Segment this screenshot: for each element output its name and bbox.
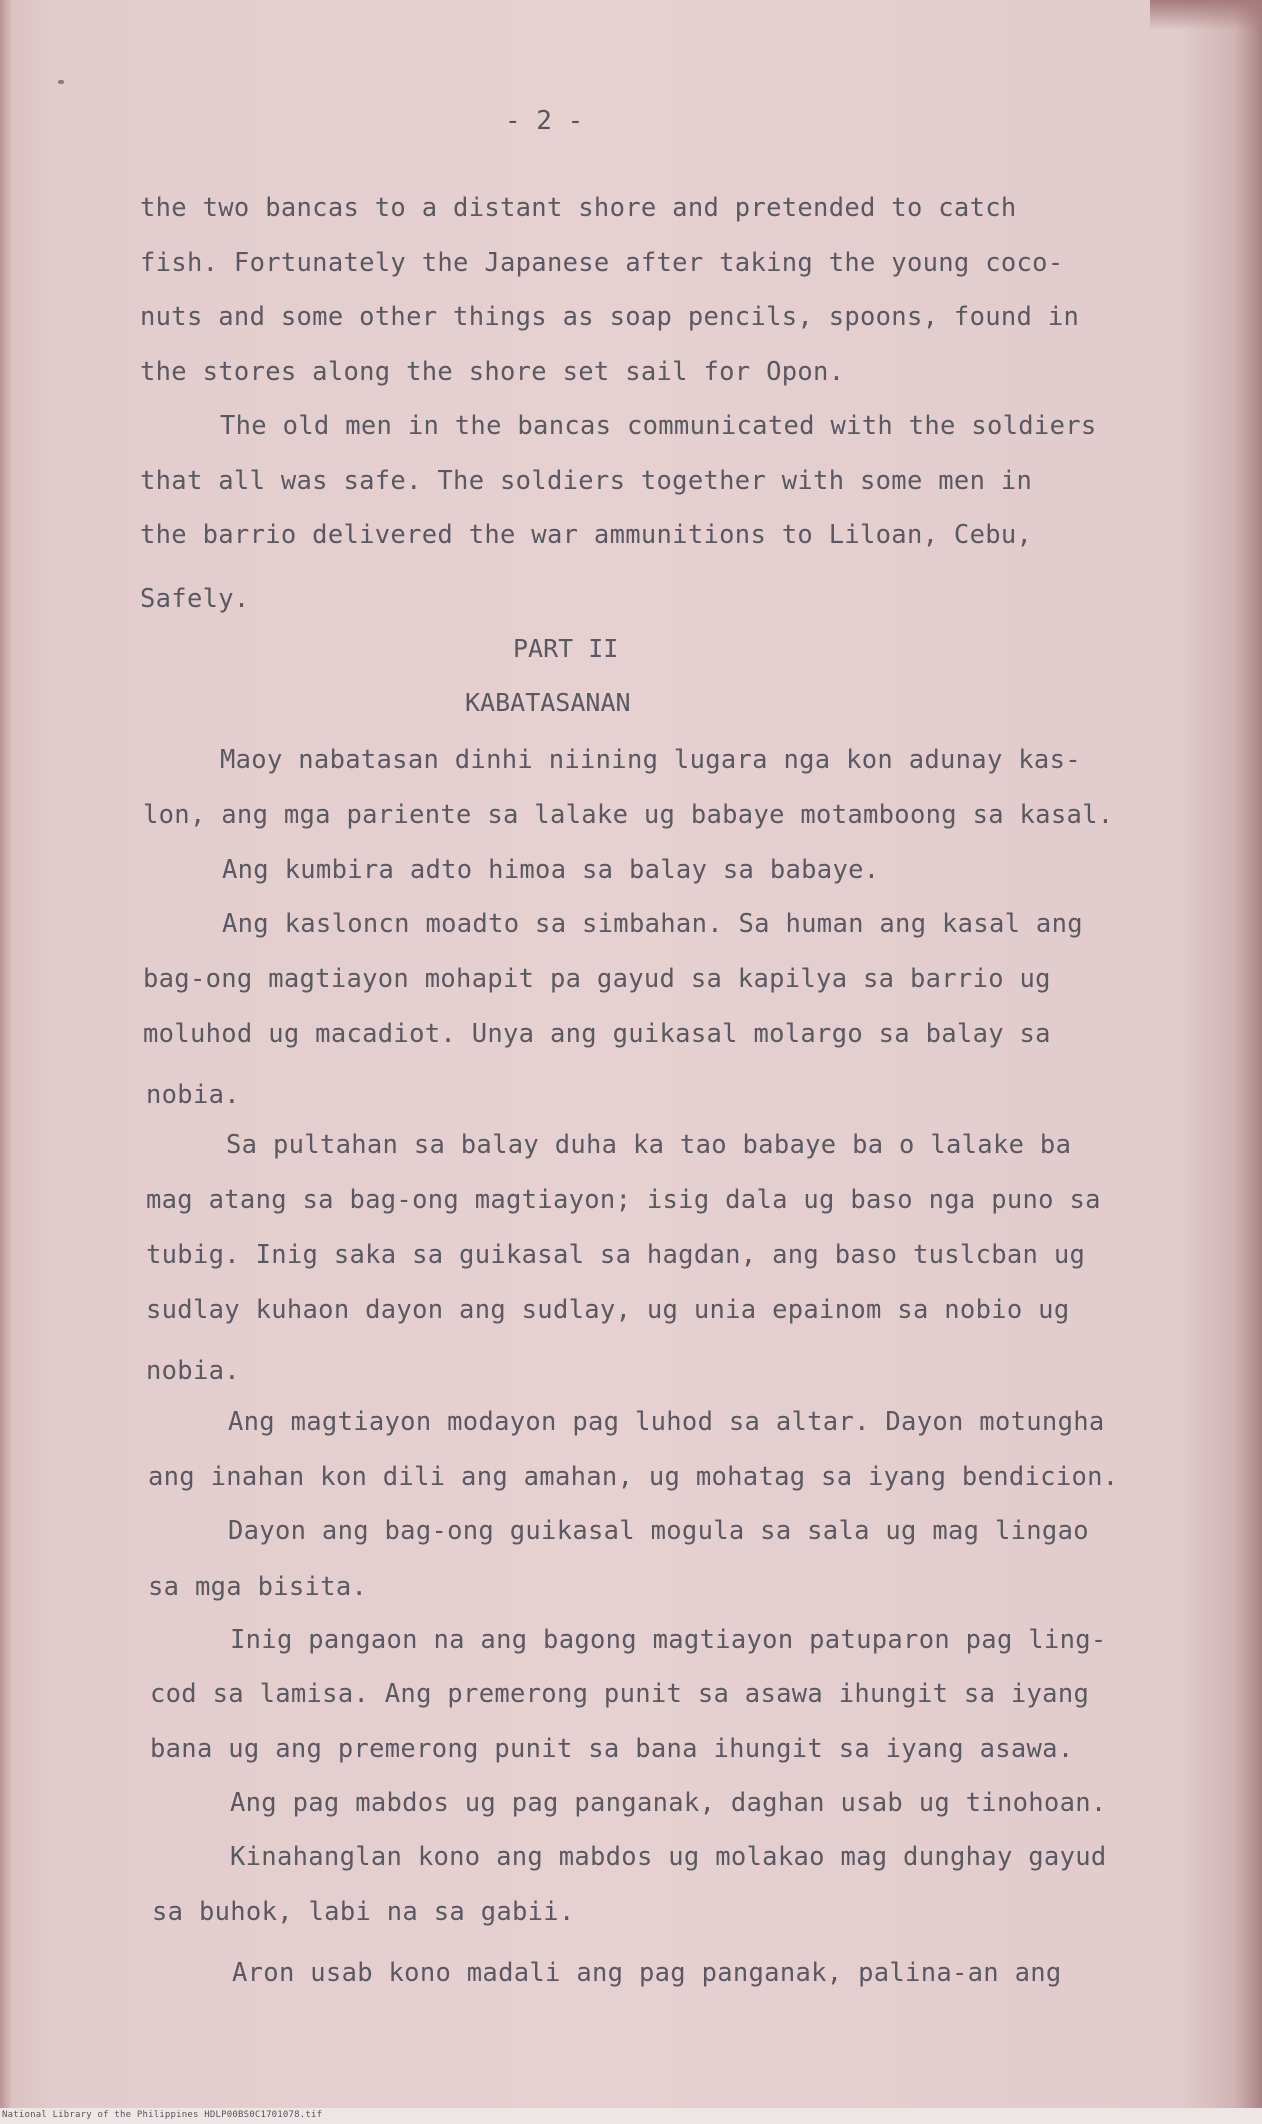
text-line: Ang pag mabdos ug pag panganak, daghan usab ug tinohoan. [230,1788,1107,1818]
scan-footer-text: National Library of the Philippines HDLP00BS0C1701078.tif [2,2110,323,2120]
text-line: Ang magtiayon modayon pag luhod sa altar. Dayon motungha [228,1407,1105,1437]
text-line: bana ug ang premerong punit sa bana ihungit sa iyang asawa. [150,1734,1074,1764]
text-line: Safely. [140,584,250,614]
text-line: cod sa lamisa. Ang premerong punit sa asawa ihungit sa iyang [150,1679,1090,1709]
text-line: fish. Fortunately the Japanese after taking the young coco- [140,248,1064,278]
text-line: the barrio delivered the war ammunitions to Liloan, Cebu, [140,520,1033,550]
page-edge-wear [1150,0,1262,30]
text-line: sa mga bisita. [148,1572,368,1602]
ink-speck [58,80,64,84]
text-line: the stores along the shore set sail for Opon. [140,357,845,387]
text-line: nuts and some other things as soap pencils, spoons, found in [140,302,1080,332]
text-line: mag atang sa bag-ong magtiayon; isig dala ug baso nga puno sa [146,1185,1101,1215]
section-subheading: KABATASANAN [465,688,631,717]
text-line: Dayon ang bag-ong guikasal mogula sa sala ug mag lingao [228,1516,1089,1546]
text-line: tubig. Inig saka sa guikasal sa hagdan, ang baso tuslcban ug [146,1240,1086,1270]
text-line: bag-ong magtiayon mohapit pa gayud sa kapilya sa barrio ug [143,964,1051,994]
text-line: Sa pultahan sa balay duha ka tao babaye ba o lalake ba [226,1130,1072,1160]
text-line: sa buhok, labi na sa gabii. [152,1897,575,1927]
text-line: sudlay kuhaon dayon ang sudlay, ug unia epainom sa nobio ug [146,1295,1070,1325]
text-line: Ang kumbira adto himoa sa balay sa babaye. [222,855,880,885]
text-line: Kinahanglan kono ang mabdos ug molakao mag dunghay gayud [230,1842,1107,1872]
text-line: the two bancas to a distant shore and pretended to catch [140,193,1017,223]
text-line: moluhod ug macadiot. Unya ang guikasal molargo sa balay sa [143,1019,1051,1049]
part-heading: PART II [513,634,619,663]
text-line: nobia. [146,1356,240,1386]
text-line: Ang kasloncn moadto sa simbahan. Sa human ang kasal ang [222,909,1083,939]
text-line: Inig pangaon na ang bagong magtiayon patuparon pag ling- [230,1625,1107,1655]
text-line: Maoy nabatasan dinhi niining lugara nga kon adunay kas- [220,745,1081,775]
text-line: nobia. [146,1080,240,1110]
text-line: that all was safe. The soldiers together with some men in [140,466,1033,496]
text-line: The old men in the bancas communicated with the soldiers [220,411,1097,441]
text-line: lon, ang mga pariente sa lalake ug babaye motamboong sa kasal. [143,800,1114,830]
page-number: - 2 - [505,106,584,136]
text-line: Aron usab kono madali ang pag panganak, palina-an ang [232,1958,1062,1988]
text-line: ang inahan kon dili ang amahan, ug mohatag sa iyang bendicion. [148,1462,1119,1492]
